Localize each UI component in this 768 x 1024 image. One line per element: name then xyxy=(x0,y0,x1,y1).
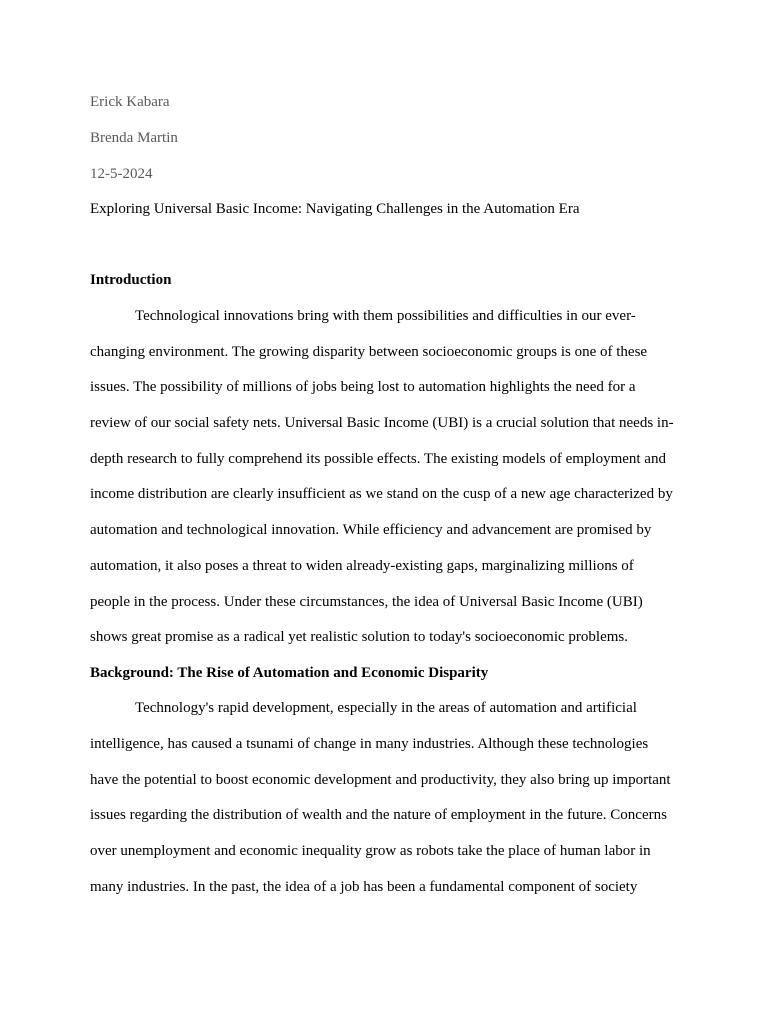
paragraph-line: review of our social safety nets. Universal Basic Income (UBI) is a crucial solution that needs in- xyxy=(90,415,674,431)
paragraph-line: over unemployment and economic inequality grow as robots take the place of human labor in xyxy=(90,843,651,859)
paragraph-line: issues. The possibility of millions of jobs being lost to automation highlights the need for a xyxy=(90,379,636,395)
paragraph-line: Technology's rapid development, especially in the areas of automation and artificial xyxy=(135,700,637,716)
paragraph-line: people in the process. Under these circumstances, the idea of Universal Basic Income (UBI) xyxy=(90,594,643,610)
paragraph-line: income distribution are clearly insufficient as we stand on the cusp of a new age characterized by xyxy=(90,486,673,502)
author-name: Erick Kabara xyxy=(90,94,170,110)
paragraph-line: issues regarding the distribution of wealth and the nature of employment in the future. Concerns xyxy=(90,807,667,823)
paragraph-line: Technological innovations bring with them possibilities and difficulties in our ever- xyxy=(135,308,636,324)
section-heading-introduction: Introduction xyxy=(90,272,172,288)
instructor-name: Brenda Martin xyxy=(90,130,178,146)
paragraph-line: shows great promise as a radical yet realistic solution to today's socioeconomic problems. xyxy=(90,629,628,645)
document-title: Exploring Universal Basic Income: Navigating Challenges in the Automation Era xyxy=(90,201,580,217)
section-heading-background: Background: The Rise of Automation and Economic Disparity xyxy=(90,665,489,681)
paragraph-line: changing environment. The growing disparity between socioeconomic groups is one of these xyxy=(90,344,648,360)
paragraph-line: intelligence, has caused a tsunami of change in many industries. Although these technologies xyxy=(90,736,649,752)
document-date: 12-5-2024 xyxy=(90,166,153,182)
paragraph-line: automation, it also poses a threat to widen already-existing gaps, marginalizing millions of xyxy=(90,558,634,574)
paragraph-line: have the potential to boost economic development and productivity, they also bring up important xyxy=(90,772,671,788)
paragraph-line: depth research to fully comprehend its possible effects. The existing models of employment and xyxy=(90,451,666,467)
paragraph-line: many industries. In the past, the idea of a job has been a fundamental component of society xyxy=(90,879,638,895)
paragraph-line: automation and technological innovation. While efficiency and advancement are promised by xyxy=(90,522,652,538)
